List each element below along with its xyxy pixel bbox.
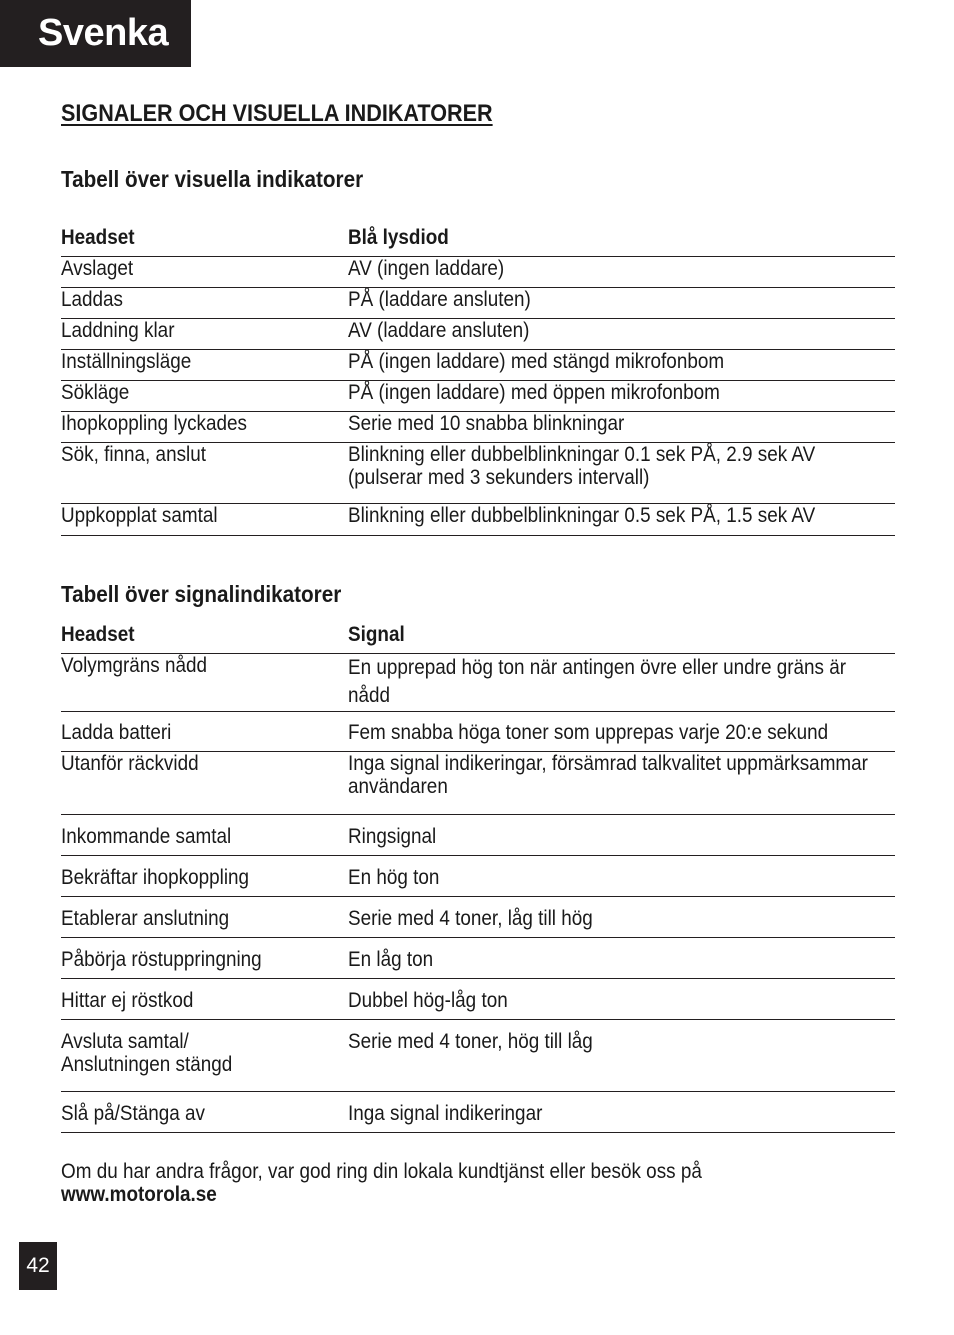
row-value: Blinkning eller dubbelblinkningar 0.5 sek PÅ, 1.5 sek AV (348, 504, 816, 527)
row-value: PÅ (ingen laddare) med stängd mikrofonbom (348, 350, 725, 373)
table-row (61, 257, 895, 288)
row-value: Ringsignal (348, 825, 437, 848)
header-headset: Headset (61, 623, 135, 646)
language-tab: Svenka (0, 0, 191, 67)
row-label: Utanför räckvidd (61, 752, 199, 775)
table-row (61, 412, 895, 443)
row-value: En upprepad hög ton när antingen övre eller undre gräns är nådd (348, 656, 847, 707)
row-label: Laddning klar (61, 319, 175, 342)
row-label: Slå på/Stänga av (61, 1102, 205, 1125)
row-label: Inställningsläge (61, 350, 192, 373)
table-header (61, 623, 895, 654)
row-label: Uppkopplat samtal (61, 504, 218, 527)
row-value: Serie med 4 toner, låg till hög (348, 907, 593, 930)
row-value: Dubbel hög-låg ton (348, 989, 508, 1012)
signal-table-title: Tabell över signalindikatorer (61, 581, 342, 607)
visual-table-title: Tabell över visuella indikatorer (61, 166, 364, 192)
row-label: Laddas (61, 288, 124, 311)
row-label: Etablerar anslutning (61, 907, 230, 930)
table-row (61, 350, 895, 381)
header-headset: Headset (61, 226, 135, 249)
row-value: Inga signal indikeringar (348, 1102, 543, 1125)
table-row (61, 288, 895, 319)
row-label: Volymgräns nådd (61, 654, 208, 677)
table-row (61, 815, 895, 856)
table-row (61, 381, 895, 412)
table-row (61, 712, 895, 752)
table-row (61, 897, 895, 938)
table-row (61, 979, 895, 1020)
row-value: PÅ (laddare ansluten) (348, 288, 531, 311)
table-row (61, 1092, 895, 1133)
table-row (61, 752, 895, 815)
row-label: Inkommande samtal (61, 825, 232, 848)
table-row (61, 856, 895, 897)
table-row (61, 319, 895, 350)
row-value: En hög ton (348, 866, 440, 889)
row-value: Blinkning eller dubbelblinkningar 0.1 sek PÅ, 2.9 sek AV (pulserar med 3 sekunders intervall) (348, 443, 816, 489)
row-label: Sök, finna, anslut (61, 443, 206, 466)
row-value: PÅ (ingen laddare) med öppen mikrofonbom (348, 381, 720, 404)
row-label: Hittar ej röstkod (61, 989, 194, 1012)
table-row (61, 1020, 895, 1092)
row-label: Bekräftar ihopkoppling (61, 866, 250, 889)
row-value: AV (laddare ansluten) (348, 319, 530, 342)
header-signal: Signal (348, 623, 405, 646)
row-value: Serie med 4 toner, hög till låg (348, 1030, 593, 1053)
row-label: Ladda batteri (61, 721, 172, 744)
header-led: Blå lysdiod (348, 226, 449, 249)
row-value: Inga signal indikeringar, försämrad talkvalitet uppmärksammar användaren (348, 752, 868, 798)
table-row (61, 443, 895, 504)
table-header (61, 226, 895, 257)
row-value: AV (ingen laddare) (348, 257, 505, 280)
row-label: Avslaget (61, 257, 134, 280)
table-row (61, 938, 895, 979)
row-label: Avsluta samtal/ Anslutningen stängd (61, 1030, 233, 1076)
row-value: Serie med 10 snabba blinkningar (348, 412, 625, 435)
visual-indicator-table (61, 226, 895, 536)
page-number: 42 (19, 1242, 57, 1290)
signal-indicator-table (61, 623, 895, 1133)
row-value: Fem snabba höga toner som upprepas varje 20:e sekund (348, 721, 829, 744)
table-row (61, 654, 895, 712)
footer-text: Om du har andra frågor, var god ring din lokala kundtjänst eller besök oss på (61, 1160, 702, 1183)
row-value: En låg ton (348, 948, 434, 971)
footer-note (61, 1160, 853, 1206)
website-link[interactable]: www.motorola.se (61, 1183, 217, 1206)
row-label: Påbörja röstuppringning (61, 948, 262, 971)
section-title: SIGNALER OCH VISUELLA INDIKATORER (61, 100, 493, 127)
table-row (61, 504, 895, 536)
row-label: Sökläge (61, 381, 130, 404)
row-label: Ihopkoppling lyckades (61, 412, 247, 435)
